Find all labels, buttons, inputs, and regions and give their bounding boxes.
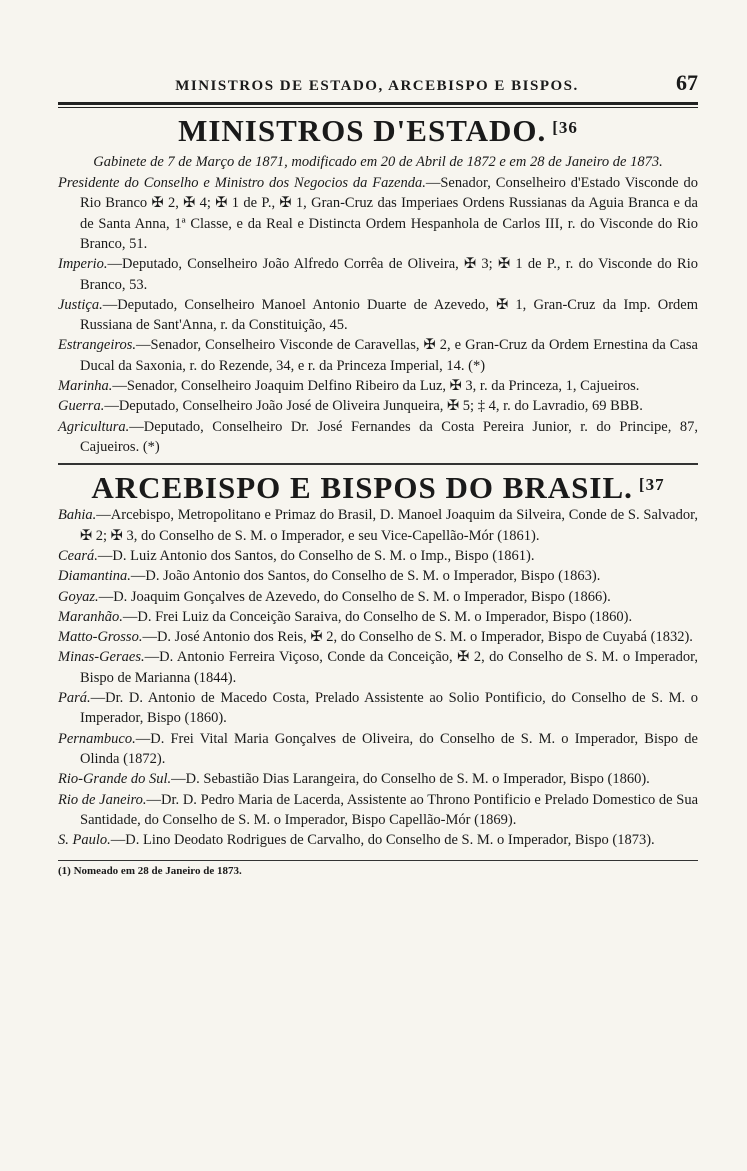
ministro-entry [58,335,698,376]
footnote-rule [58,860,698,861]
entry-text: —D. Frei Luiz da Conceição Saraiva, do Conselho de S. M. o Imperador, Bispo (1860). [122,608,633,625]
entry-label: Agricultura. [58,418,130,435]
running-head [58,70,698,96]
ministro-entry [58,254,698,295]
entry-text: —Dr. D. Pedro Maria de Lacerda, Assistente ao Throno Pontificio e Prelado Domestico de Sua Santidade, do Conselho de S. M. o Imperador, Bispo Capellão-Mór (1869). [80,791,699,828]
entry-text: —Dr. D. Antonio de Macedo Costa, Prelado Assistente ao Solio Pontificio, do Conselho de S. M. o Imperador, Bispo (1860). [80,690,698,727]
entry-label: Matto-Grosso. [58,629,143,646]
entry-text: —D. José Antonio dos Reis, ✠ 2, do Conselho de S. M. o Imperador, Bispo de Cuyabá (1832). [142,629,693,646]
entry-text: —D. Sebastião Dias Larangeira, do Conselho de S. M. o Imperador, Bispo (1860). [171,771,650,788]
bispo-entry [58,566,698,586]
page-number: 67 [676,70,698,95]
ministro-entry [58,396,698,416]
bispo-entry [58,607,698,627]
entry-text: —Senador, Conselheiro Joaquim Delfino Ribeiro da Luz, ✠ 3, r. da Princeza, 1, Cajueiros. [112,378,640,395]
entry-label: Presidente do Conselho e Ministro dos Negocios da Fazenda. [58,175,426,192]
entry-label: Minas-Geraes. [58,649,145,666]
entry-text: —D. Luiz Antonio dos Santos, do Conselho de S. M. o Imp., Bispo (1861). [97,547,535,564]
ministros-title: MINISTROS D'ESTADO. [178,113,547,148]
entry-text: —Senador, Conselheiro d'Estado Visconde do Rio Branco ✠ 2, ✠ 4; ✠ 1 de P., ✠ 1, Gran-Cruz das Imperiaes Ordens Russianas da Aguia Branca e da de Santa Anna, 1ª Classe, e da Real e Distincta Ordem Hespanhola de Carlos III, r. do Visconde do Rio Branco, 51. [80,175,698,252]
bispo-entry [58,505,698,546]
entry-label: Pernambuco. [58,730,136,747]
bispo-entry [58,790,698,831]
entry-text: —D. João Antonio dos Santos, do Conselho de S. M. o Imperador, Bispo (1863). [130,568,601,585]
entry-label: Maranhão. [58,608,123,625]
section-title-ministros [58,114,698,148]
entry-text: —Deputado, Conselheiro João José de Oliveira Junqueira, ✠ 5; ‡ 4, r. do Lavradio, 69 BBB. [104,398,643,415]
ministro-entry [58,173,698,254]
entry-text: —Deputado, Conselheiro Dr. José Fernandes da Costa Pereira Junior, r. do Principe, 87, Cajueiros. (*) [80,418,698,455]
document-page [58,70,698,877]
ministro-entry [58,376,698,396]
entry-label: Rio-Grande do Sul. [58,771,172,788]
bispo-entry [58,627,698,647]
entry-text: —Deputado, Conselheiro Manoel Antonio Duarte de Azevedo, ✠ 1, Gran-Cruz da Imp. Ordem Russiana de Sant'Anna, r. da Constituição, 45. [80,296,698,334]
section-title-bispos [58,471,698,505]
entry-label: S. Paulo. [58,832,111,849]
entry-text: —Deputado, Conselheiro João Alfredo Corrêa de Oliveira, ✠ 3; ✠ 1 de P., r. do Visconde do Rio Branco, 53. [80,256,698,293]
bispo-entry [58,729,698,770]
entry-label: Estrangeiros. [58,337,137,354]
bispo-entry [58,769,698,789]
entry-text: —Senador, Conselheiro Visconde de Caravellas, ✠ 2, e Gran-Cruz da Ordem Ernestina da Casa Ducal da Saxonia, r. do Rezende, 34, e r. da Princeza Imperial, 14. (*) [80,337,698,374]
entry-label: Rio de Janeiro. [58,791,147,808]
entry-label: Justiça. [58,296,103,313]
bispo-entry [58,546,698,566]
entry-text: —Arcebispo, Metropolitano e Primaz do Brasil, D. Manoel Joaquim da Silveira, Conde de S. Salvador, ✠ 2; ✠ 3, do Conselho de S. M. o Imperador, e seu Vice-Capellão-Mór (1861). [80,507,698,544]
entry-label: Pará. [58,690,91,707]
bispo-entry [58,647,698,688]
running-title: MINISTROS DE ESTADO, ARCEBISPO E BISPOS. [175,78,579,94]
ministros-subtitle: Gabinete de 7 de Março de 1871, modificado em 20 de Abril de 1872 e em 28 de Janeiro de 1873. [93,154,663,171]
entry-label: Goyaz. [58,588,99,605]
ministros-list [58,173,698,457]
entry-label: Diamantina. [58,568,131,585]
ministros-ref: [36 [552,118,578,137]
header-rule [58,102,698,108]
section-divider [58,463,698,465]
entry-text: —D. Joaquim Gonçalves de Azevedo, do Conselho de S. M. o Imperador, Bispo (1866). [98,588,611,605]
entry-label: Guerra. [58,398,105,415]
footnote: (1) Nomeado em 28 de Janeiro de 1873. [58,865,242,878]
bispos-title: ARCEBISPO E BISPOS DO BRASIL. [91,470,633,506]
entry-label: Marinha. [58,378,113,395]
entry-label: Imperio. [58,256,108,273]
bispo-entry [58,830,698,850]
entry-text: —D. Antonio Ferreira Viçoso, Conde da Conceição, ✠ 2, do Conselho de S. M. o Imperador, Bispo de Marianna (1844). [80,649,698,686]
bispos-ref: [37 [638,475,665,495]
entry-label: Ceará. [58,547,98,564]
bispo-entry [58,688,698,729]
entry-text: —D. Lino Deodato Rodrigues de Carvalho, do Conselho de S. M. o Imperador, Bispo (1873). [110,832,655,849]
ministro-entry [58,417,698,458]
bispos-list [58,505,698,850]
ministro-entry [58,295,698,336]
entry-text: —D. Frei Vital Maria Gonçalves de Oliveira, do Conselho de S. M. o Imperador, Bispo de Olinda (1872). [80,730,698,767]
bispo-entry [58,587,698,607]
entry-label: Bahia. [58,507,97,524]
